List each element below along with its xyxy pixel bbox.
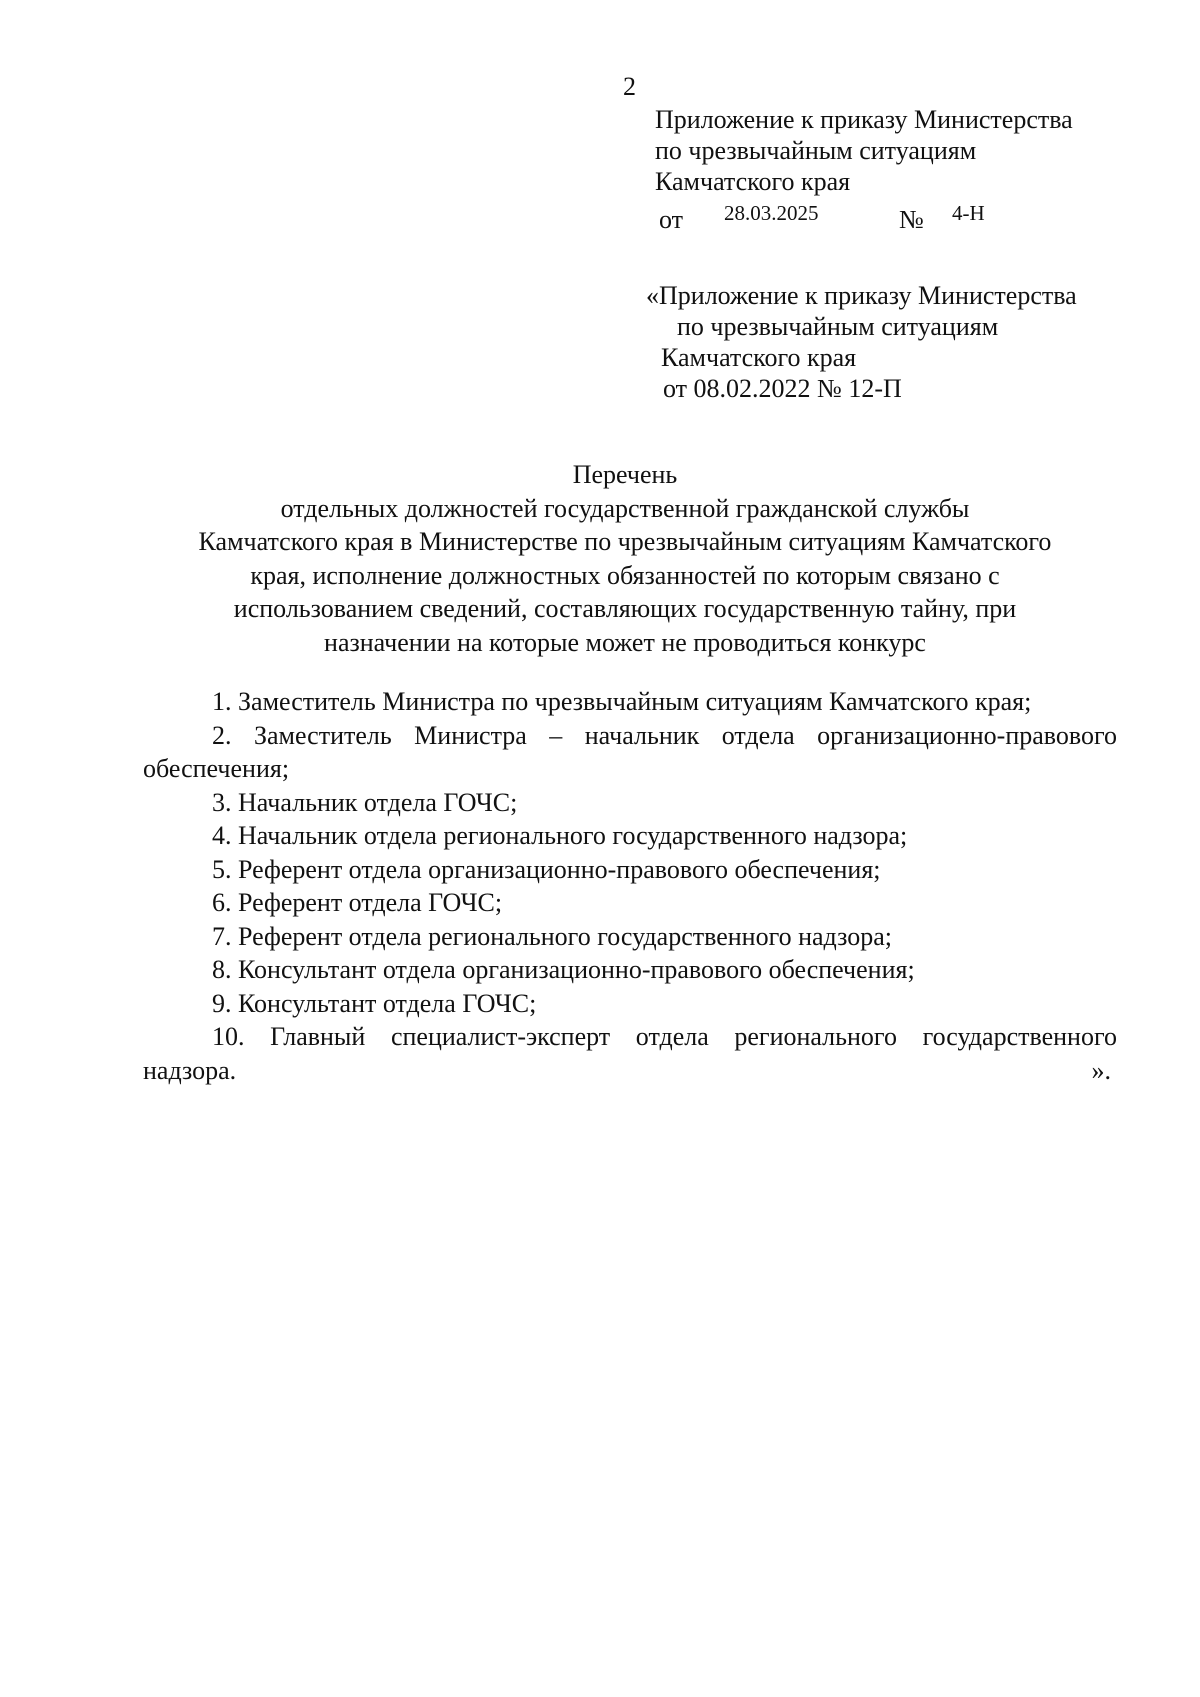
title-line: отдельных должностей государственной гражданской службы bbox=[280, 493, 970, 523]
appendix-previous-header bbox=[646, 280, 1077, 404]
title-line: края, исполнение должностных обязанностей по которым связано с bbox=[250, 560, 1000, 590]
appendix-current-line2: по чрезвычайным ситуациям bbox=[655, 136, 977, 165]
positions-list bbox=[143, 685, 1117, 1087]
list-item: 6. Референт отдела ГОЧС; bbox=[212, 888, 503, 917]
list-item: 8. Консультант отдела организационно-правового обеспечения; bbox=[212, 955, 915, 984]
title-line: использованием сведений, составляющих государственную тайну, при bbox=[233, 594, 1017, 623]
appendix-current-header bbox=[655, 104, 1073, 197]
appendix-current-number-label: № bbox=[899, 205, 924, 234]
appendix-previous-line2: по чрезвычайным ситуациям bbox=[677, 312, 999, 341]
list-item: 2. Заместитель Министра – начальник отдела организационно-правового обеспечения; bbox=[143, 720, 1117, 783]
list-item-last: 10. Главный специалист-эксперт отдела регионального государственного bbox=[212, 1022, 1117, 1051]
list-item: 3. Начальник отдела ГОЧС; bbox=[212, 787, 518, 817]
page-number: 2 bbox=[623, 72, 636, 101]
appendix-previous-line1: «Приложение к приказу Министерства bbox=[646, 281, 1077, 310]
closing-quote: ». bbox=[1091, 1055, 1111, 1085]
appendix-current-from-label: от bbox=[659, 205, 684, 234]
appendix-previous-line3: Камчатского края bbox=[661, 343, 857, 372]
appendix-current-number: 4-Н bbox=[952, 201, 985, 225]
list-item: 5. Референт отдела организационно-правового обеспечения; bbox=[212, 854, 881, 884]
document-title bbox=[130, 458, 1120, 659]
last-item-tail: надзора. bbox=[143, 1055, 237, 1085]
title-line: назначении на которые может не проводиться конкурс bbox=[324, 627, 926, 657]
appendix-current-line1: Приложение к приказу Министерства bbox=[655, 105, 1073, 134]
list-item: 9. Консультант отдела ГОЧС; bbox=[212, 988, 537, 1018]
appendix-current-line3: Камчатского края bbox=[655, 167, 851, 196]
list-item: 1. Заместитель Министра по чрезвычайным ситуациям Камчатского края; bbox=[212, 687, 1032, 716]
list-item-last-continuation bbox=[143, 1054, 1117, 1088]
title-line: Камчатского края в Министерстве по чрезвычайным ситуациям Камчатского bbox=[198, 527, 1052, 556]
list-item: 7. Референт отдела регионального государственного надзора; bbox=[212, 921, 892, 951]
title-heading: Перечень bbox=[572, 460, 678, 489]
list-item: 4. Начальник отдела регионального государственного надзора; bbox=[212, 821, 908, 850]
appendix-current-date: 28.03.2025 bbox=[724, 201, 819, 225]
appendix-previous-line4: от 08.02.2022 № 12-П bbox=[663, 374, 902, 403]
